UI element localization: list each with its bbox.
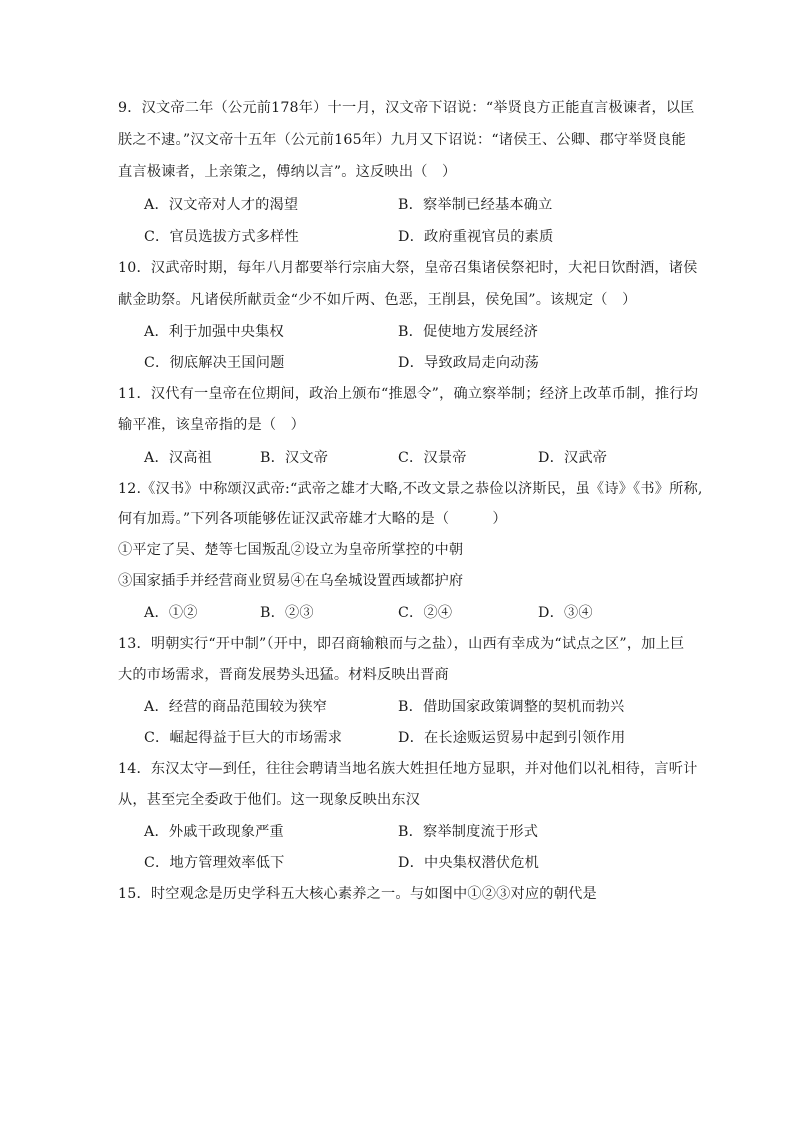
question-stem-line: 13．明朝实行“开中制”（开中，即召商输粮而与之盐），山西有幸成为“试点之区”，加上巨 <box>118 636 685 652</box>
question-stem-line: 11．汉代有一皇帝在位期间，政治上颁布“推恩令”，确立察举制；经济上改革币制，推行均 <box>118 386 699 402</box>
option-d: D．政府重视官员的素质 <box>398 229 554 245</box>
question-stem-line: 10．汉武帝时期，每年八月都要举行宗庙大祭，皇帝召集诸侯祭祀时，大祀日饮酎酒，诸侯 <box>118 260 698 276</box>
option-c: C．地方管理效率低下 <box>144 855 285 871</box>
option-c: C．彻底解决王国问题 <box>144 355 285 371</box>
option-a: A．汉高祖 <box>144 450 212 466</box>
option-b: B．②③ <box>260 605 314 621</box>
option-a: A．利于加强中央集权 <box>144 324 284 340</box>
option-b: B．促使地方发展经济 <box>398 324 539 340</box>
question-stem-line: 献金助祭。凡诸侯所献贡金“少不如斤两、色恶，王削县，侯免国”。该规定（ ） <box>118 292 637 308</box>
option-d: D．在长途贩运贸易中起到引领作用 <box>398 730 626 746</box>
option-c: C．崛起得益于巨大的市场需求 <box>144 730 343 746</box>
option-a: A．汉文帝对人才的渴望 <box>144 197 299 213</box>
option-c: C．官员选拔方式多样性 <box>144 229 299 245</box>
option-b: B．借助国家政策调整的契机而勃兴 <box>398 699 625 715</box>
question-stem-line: 直言极谏者，上亲策之，傅纳以言”。这反映出（ ） <box>118 164 457 180</box>
option-d: D．③④ <box>538 605 593 621</box>
option-b: B．汉文帝 <box>260 450 329 466</box>
question-stem-line: 输平准，该皇帝指的是（ ） <box>118 417 306 433</box>
question-stem-line: 12.《汉书》中称颂汉武帝:“武帝之雄才大略,不改文景之恭俭以济斯民，虽《诗》《书》所称, <box>118 481 703 497</box>
question-stem-line: 朕之不逮。”汉文帝十五年（公元前165年）九月又下诏说：“诸侯王、公卿、郡守举贤良能 <box>118 132 686 148</box>
option-d: D．汉武帝 <box>538 450 608 466</box>
question-stem-line: 大的市场需求，晋商发展势头迅猛。材料反映出晋商 <box>118 667 449 683</box>
option-c: C．汉景帝 <box>398 450 467 466</box>
option-d: D．中央集权潜伏危机 <box>398 855 540 871</box>
question-stem-line: 何有加焉。”下列各项能够佐证汉武帝雄才大略的是（ ） <box>118 511 507 527</box>
question-stem-line: 从，甚至完全委政于他们。这一现象反映出东汉 <box>118 792 421 808</box>
option-b: B．察举制已经基本确立 <box>398 197 553 213</box>
option-a: A．①② <box>144 605 198 621</box>
option-a: A．外戚干政现象严重 <box>144 824 284 840</box>
question-stem-line: 15．时空观念是历史学科五大核心素养之一。与如图中①②③对应的朝代是 <box>118 886 597 902</box>
question-statement-line: ③国家插手并经营商业贸易④在乌垒城设置西域都护府 <box>118 573 464 589</box>
option-c: C．②④ <box>398 605 453 621</box>
option-d: D．导致政局走向动荡 <box>398 355 540 371</box>
option-a: A．经营的商品范围较为狭窄 <box>144 699 328 715</box>
question-stem-line: 9．汉文帝二年（公元前178年）十一月，汉文帝下诏说：“举贤良方正能直言极谏者，以匡 <box>118 100 695 116</box>
question-statement-line: ①平定了吴、楚等七国叛乱②设立为皇帝所掌控的中朝 <box>118 542 464 558</box>
question-stem-line: 14．东汉太守—到任，往往会聘请当地名族大姓担任地方显职，并对他们以礼相待，言听计 <box>118 761 698 777</box>
option-b: B．察举制度流于形式 <box>398 824 539 840</box>
